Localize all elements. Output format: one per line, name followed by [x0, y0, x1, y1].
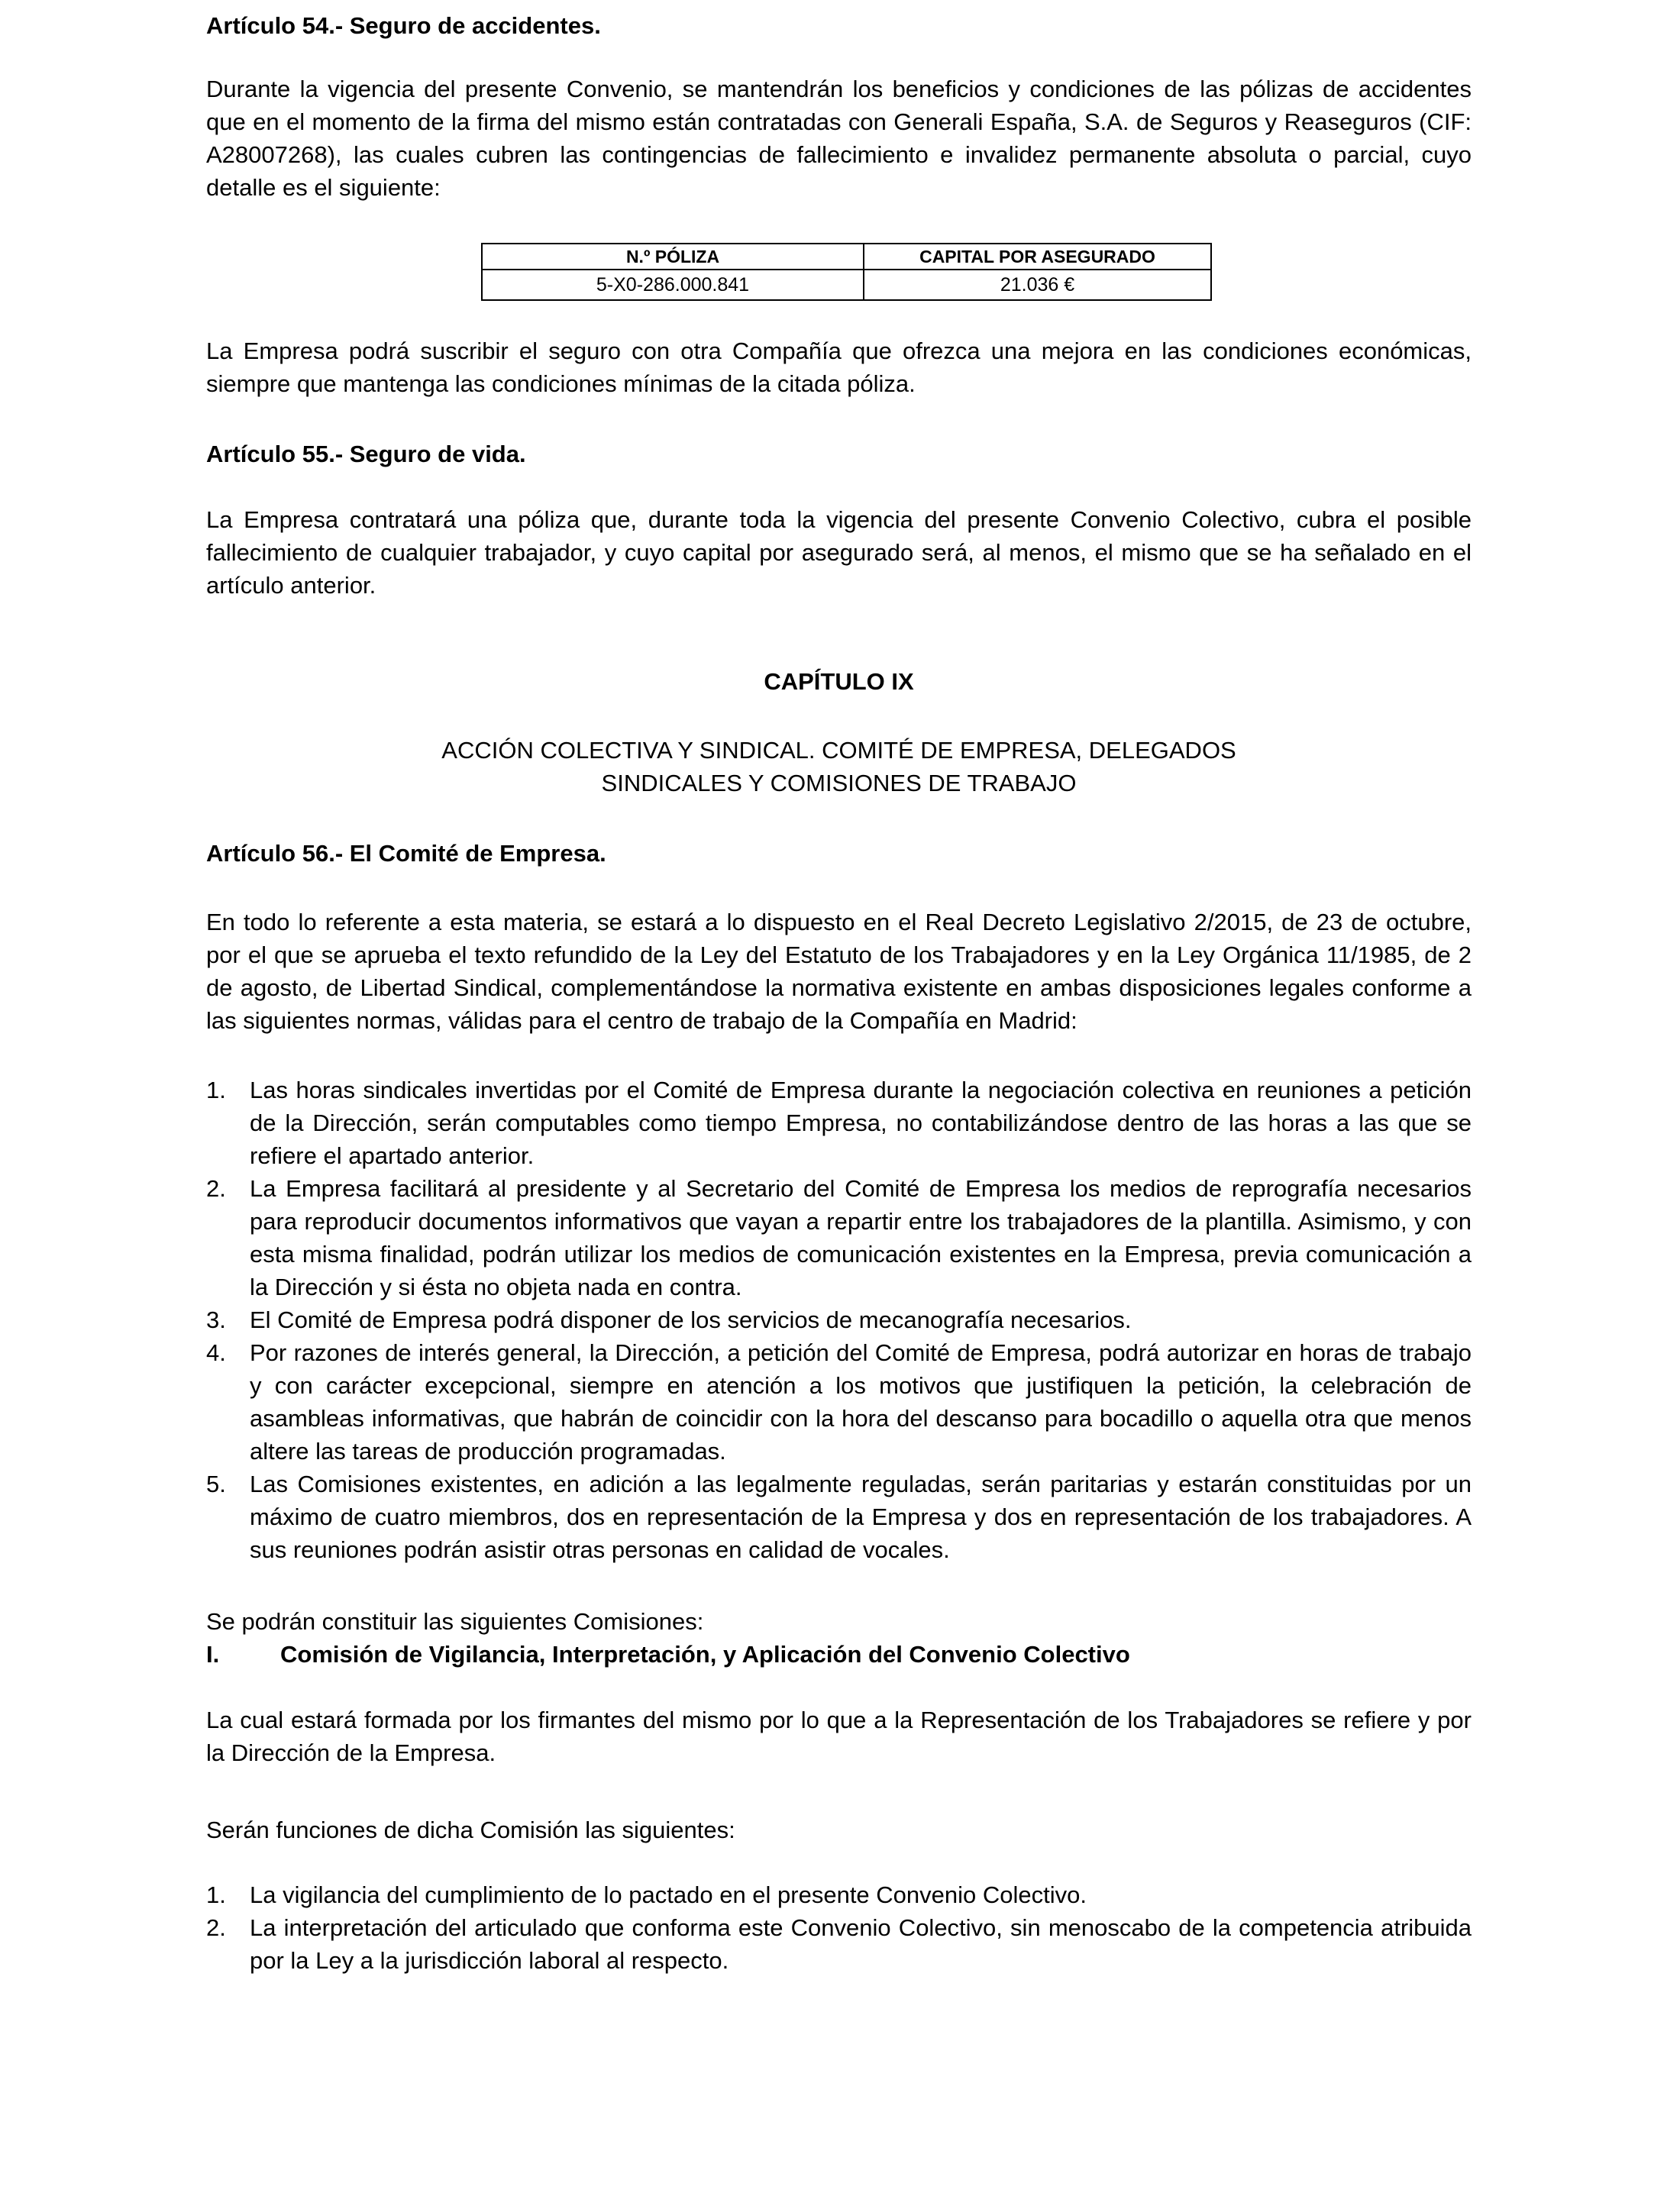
capital-amount-cell: 21.036 €: [864, 270, 1211, 300]
commissions-intro: Se podrán constituir las siguientes Comisiones:: [206, 1608, 704, 1635]
article-55-heading: Artículo 55.- Seguro de vida.: [206, 441, 526, 467]
list-item-text: La vigilancia del cumplimiento de lo pactado en el presente Convenio Colectivo.: [250, 1881, 1087, 1908]
list-item: [206, 1303, 1472, 1336]
policy-table-data-row: [482, 270, 1211, 300]
article-54-paragraph-2: La Empresa podrá suscribir el seguro con otra Compañía que ofrezca una mejora en las condiciones económicas, siempre que mantenga las condiciones mínimas de la citada póliza.: [206, 338, 1472, 397]
list-item: [206, 1336, 1472, 1468]
article-55-paragraph: La Empresa contratará una póliza que, durante toda la vigencia del presente Convenio Colectivo, cubra el posible fallecimiento de cualquier trabajador, y cuyo capital por asegurado será, al menos, el mismo que se ha señalado en el artículo anterior.: [206, 506, 1472, 599]
commission-functions-intro: Serán funciones de dicha Comisión las siguientes:: [206, 1817, 735, 1843]
list-item-text: El Comité de Empresa podrá disponer de los servicios de mecanografía necesarios.: [250, 1306, 1132, 1333]
policy-table-header-poliza: N.º PÓLIZA: [482, 244, 864, 270]
policy-table-header-row: [482, 244, 1211, 270]
chapter-9-subtitle: [206, 734, 1472, 799]
list-item: [206, 1172, 1472, 1303]
article-56-paragraph: En todo lo referente a esta materia, se estará a lo dispuesto en el Real Decreto Legislativo 2/2015, de 23 de octubre, por el que se aprueba el texto refundido de la Ley del Estatuto de los Trabajadores y en la Ley Orgánica 11/1985, de 2 de agosto, de Libertad Sindical, complementándose la normativa existente en ambas disposiciones legales conforme a las siguientes normas, válidas para el centro de trabajo de la Compañía en Madrid:: [206, 909, 1472, 1034]
commission-functions-list: [206, 1878, 1472, 1977]
list-item-number: 4.: [206, 1339, 226, 1366]
chapter-9-subtitle-line-1: ACCIÓN COLECTIVA Y SINDICAL. COMITÉ DE EMPRESA, DELEGADOS: [441, 737, 1236, 764]
article-56-heading: Artículo 56.- El Comité de Empresa.: [206, 840, 606, 867]
article-54-heading: Artículo 54.- Seguro de accidentes.: [206, 12, 601, 39]
list-item-number: 2.: [206, 1914, 226, 1941]
list-item-text: La interpretación del articulado que conforma este Convenio Colectivo, sin menoscabo de la competencia atribuida por la Ley a la jurisdicción laboral al respecto.: [250, 1914, 1472, 1974]
list-item-number: 5.: [206, 1471, 226, 1497]
chapter-9-subtitle-line-2: SINDICALES Y COMISIONES DE TRABAJO: [601, 770, 1077, 796]
commission-1-paragraph: La cual estará formada por los firmantes del mismo por lo que a la Representación de los Trabajadores se refiere y por la Dirección de la Empresa.: [206, 1707, 1472, 1766]
commission-1-title: Comisión de Vigilancia, Interpretación, y Aplicación del Convenio Colectivo: [280, 1641, 1130, 1668]
article-54-paragraph-1: Durante la vigencia del presente Convenio, se mantendrán los beneficios y condiciones de las pólizas de accidentes que en el momento de la firma del mismo están contratadas con Generali España, S.A. de Seguros y Reaseguros (CIF: A28007268), las cuales cubren las contingencias de fallecimiento e invalidez permanente absoluta o parcial, cuyo detalle es el siguiente:: [206, 76, 1472, 201]
list-item: [206, 1468, 1472, 1566]
article-56-numbered-list: [206, 1074, 1472, 1566]
list-item-text: Las Comisiones existentes, en adición a las legalmente reguladas, serán paritarias y estarán constituidas por un máximo de cuatro miembros, dos en representación de la Empresa y dos en representación de los trabajadores. A sus reuniones podrán asistir otras personas en calidad de vocales.: [250, 1471, 1472, 1563]
list-item-number: 1.: [206, 1077, 226, 1103]
chapter-9-title: CAPÍTULO IX: [764, 668, 914, 695]
list-item-number: 2.: [206, 1175, 226, 1202]
policy-number-cell: 5-X0-286.000.841: [482, 270, 864, 300]
list-item-text: La Empresa facilitará al presidente y al Secretario del Comité de Empresa los medios de reprografía necesarios para reproducir documentos informativos que vayan a repartir entre los trabajadores de la plantilla. Asimismo, y con esta misma finalidad, podrán utilizar los medios de comunicación existentes en la Empresa, previa comunicación a la Dirección y si ésta no objeta nada en contra.: [250, 1175, 1472, 1300]
commission-1-heading: [206, 1638, 1472, 1671]
policy-table-header-capital: CAPITAL POR ASEGURADO: [864, 244, 1211, 270]
list-item-text: Las horas sindicales invertidas por el Comité de Empresa durante la negociación colectiva en reuniones a petición de la Dirección, serán computables como tiempo Empresa, no contabilizándose dentro de las horas a las que se refiere el apartado anterior.: [250, 1077, 1472, 1169]
list-item-number: 3.: [206, 1306, 226, 1333]
commission-1-numeral: I.: [206, 1641, 220, 1668]
list-item: [206, 1074, 1472, 1172]
list-item: [206, 1878, 1472, 1911]
policy-table: [481, 243, 1212, 301]
list-item-number: 1.: [206, 1881, 226, 1908]
list-item-text: Por razones de interés general, la Dirección, a petición del Comité de Empresa, podrá autorizar en horas de trabajo y con carácter excepcional, siempre en atención a los motivos que justifiquen la petición, la celebración de asambleas informativas, que habrán de coincidir con la hora del descanso para bocadillo o aquella otra que menos altere las tareas de producción programadas.: [250, 1339, 1472, 1465]
list-item: [206, 1911, 1472, 1977]
